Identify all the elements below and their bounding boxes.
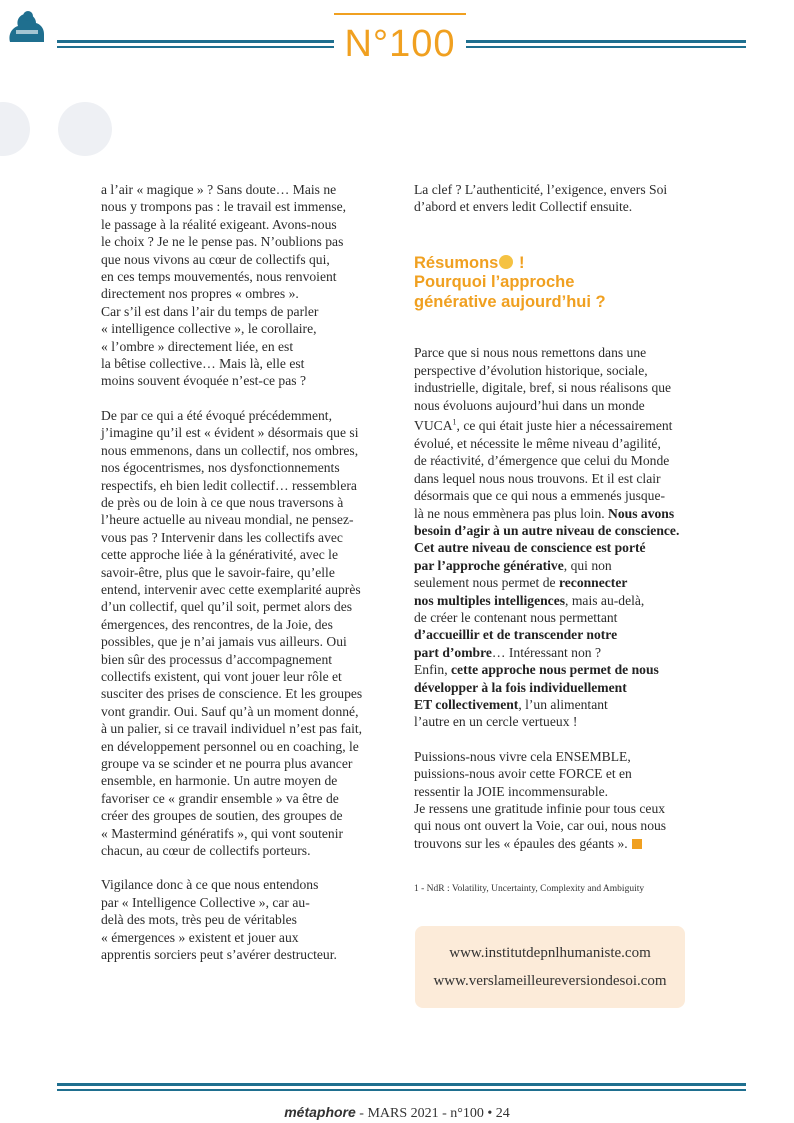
issue-number: N°100 xyxy=(334,13,466,71)
heading-text: générative aujourd’hui ? xyxy=(414,292,606,311)
text-line: le choix ? Je ne le pense pas. N’oublions pas xyxy=(101,234,344,250)
text-line: « émergences » existent et jouer aux xyxy=(101,929,299,945)
text-line: vous pas ? Intervenir dans les collectifs avec xyxy=(101,529,343,545)
text-line: Car s’il est dans l’air du temps de parler xyxy=(101,303,319,319)
text-line: groupe va se scinder et ne pourra plus avancer xyxy=(101,756,353,771)
website-link[interactable]: www.verslameilleureversiondesoi.com xyxy=(433,973,667,989)
text-line: d’un collectif, quel qu’il soit, permet alors des xyxy=(101,599,353,615)
text-line: collectifs existent, qui vont jouer leur rôle et xyxy=(101,668,342,684)
text-line: j’imagine qu’il est « évident » désormais que si xyxy=(101,425,359,441)
text-line: entend, intervenir avec cette exemplarité auprès xyxy=(101,581,361,597)
text-line: qui nous ont ouvert la Voie, car oui, nous nous xyxy=(414,818,667,834)
magazine-logo-icon xyxy=(6,8,48,44)
smiley-icon xyxy=(499,255,513,269)
text-line: à un palier, si ce travail individuel n’est pas fait, xyxy=(101,721,363,737)
heading-text: Résumons xyxy=(414,253,499,272)
text-line: favoriser ce « grandir ensemble » va être de xyxy=(101,790,339,806)
text-line: apprentis sorciers peut s’avérer destructeur. xyxy=(101,947,337,963)
text-line: la bêtise collective… Mais là, elle est xyxy=(101,356,305,372)
text-line: en ces temps mouvementés, nous renvoient xyxy=(101,269,337,285)
text-line: possibles, que je n’ai jamais vus ailleurs. Oui xyxy=(101,634,347,650)
footer-text: - MARS 2021 - n°100 • 24 xyxy=(355,1106,510,1121)
text-line: en développement personnel ou en coaching, le xyxy=(101,738,359,754)
header-rule-right xyxy=(466,40,746,43)
right-column xyxy=(414,181,714,852)
text-line: créer des groupes de soutien, des groupes de xyxy=(101,808,343,824)
footer-brand: métaphore xyxy=(284,1104,356,1120)
section-heading xyxy=(414,254,714,313)
text-line: l’heure actuelle au niveau mondial, ne pensez- xyxy=(101,512,354,528)
paragraph xyxy=(101,876,401,963)
page-footer xyxy=(0,1104,794,1122)
text-line: nous évoluons aujourd’hui dans un monde xyxy=(414,397,645,413)
decor-circle xyxy=(0,102,30,156)
text-line: de réactivité, d’émergence que celui du Monde xyxy=(414,453,670,469)
text-line: Parce que si nous nous remettons dans une xyxy=(414,345,647,361)
text-line: moins souvent évoquée n’est-ce pas ? xyxy=(101,373,306,389)
text-line: chacun, au cœur de collectifs porteurs. xyxy=(101,843,311,859)
text-line: bien sûr des processus d’accompagnement xyxy=(101,651,333,667)
text-line: Je ressens une gratitude infinie pour tous ceux xyxy=(414,801,666,816)
text-line: directement nos propres « ombres ». xyxy=(101,286,299,302)
text-line: ensemble, en harmonie. Un autre moyen de xyxy=(101,773,338,789)
end-mark-icon xyxy=(632,839,642,849)
text-line: que nous vivons au cœur de collectifs qui, xyxy=(101,251,330,267)
paragraph: Parce que si nous nous remettons dans une perspective d’évolution historique, sociale, industrielle, digitale, bref, si nous réalisons que nous évoluons aujourd’hui dans un monde VUCA$^1$, ce qui était juste hier a nécessairement évolué, et nécessite le même niveau d’agilité, de réactivité, d’émergence que celui du Monde dans lequel nous nous trouvons. Et il est clair désormais que ce qui nous a emmenés jusque- là ne nous emmènera pas plus loin. Nous avons besoin d’agir à un autre niveau de conscience. Cet autre niveau de conscience est porté par l’approche générative, qui non seulement nous permet de reconnecter nos multiples intelligences, mais au-delà, de créer le contenant nous permettant d’accueillir et de transcender notre part d’ombre… Intéressant non ? Enfin, cette approche nous permet de nous développer à la fois individuellement ET collectivement, l’un alimentant l’autre en un cercle vertueux ! xyxy=(414,345,680,730)
left-column xyxy=(101,181,401,963)
text-line: nous y trompons pas : le travail est immense, xyxy=(101,199,347,215)
heading-text: ! xyxy=(514,253,525,272)
website-link[interactable]: www.institutdepnlhumaniste.com xyxy=(449,945,651,961)
text-line: puissions-nous avoir cette FORCE et en xyxy=(414,766,632,782)
footer-rule xyxy=(57,1083,746,1086)
text-line: le passage à la réalité exigeant. Avons-nous xyxy=(101,216,337,232)
text-line: ressentir la JOIE incommensurable. xyxy=(414,783,609,799)
decor-circle xyxy=(58,102,112,156)
text-line: Puissions-nous vivre cela ENSEMBLE, xyxy=(414,748,631,764)
text-line: trouvons sur les « épaules des géants ». xyxy=(414,835,628,851)
text-line: vont grandir. Oui. Sauf qu’à un moment donné, xyxy=(101,703,359,719)
text-line: a l’air « magique » ? Sans doute… Mais ne xyxy=(101,182,337,197)
text-line: désormais que ce qui nous a emmenés jusque- xyxy=(414,488,666,504)
text-line: savoir-être, plus que le savoir-faire, qu’elle xyxy=(101,564,335,580)
text-line: susciter des prises de conscience. Et les groupes xyxy=(101,686,363,702)
text-line: cette approche liée à la générativité, avec le xyxy=(101,547,338,563)
text-line: perspective d’évolution historique, sociale, xyxy=(414,362,648,378)
text-line: « Mastermind génératifs », qui vont soutenir xyxy=(101,825,343,841)
text-line: dans lequel nous nous trouvons. Et il est clair xyxy=(414,470,661,486)
footer-rule-thin xyxy=(57,1089,746,1091)
paragraph xyxy=(414,181,714,216)
text-line: émergences, des rencontres, de la Joie, des xyxy=(101,616,333,632)
text-line: delà des mots, très peu de véritables xyxy=(101,912,297,928)
text-line: VUCA$^1$, ce qui était juste hier a nécessairement xyxy=(414,417,673,434)
text-line: évolué, et nécessite le même niveau d’agilité, xyxy=(414,435,661,451)
paragraph xyxy=(101,181,401,390)
header-rule-left-thin xyxy=(57,46,334,48)
text-line: « l’ombre » directement liée, en est xyxy=(101,338,294,354)
text-line: par « Intelligence Collective », car au- xyxy=(101,894,310,910)
paragraph xyxy=(414,748,714,852)
text-line: nos égocentrismes, nos dysfonctionnements xyxy=(101,460,340,476)
text-line: Vigilance donc à ce que nous entendons xyxy=(101,877,319,893)
text-line: nous emmenons, dans un collectif, nos ombres, xyxy=(101,442,359,458)
text-line: d’abord et envers ledit Collectif ensuite. xyxy=(414,199,633,215)
heading-text: Pourquoi l’approche xyxy=(414,273,575,292)
url-box xyxy=(415,926,685,1008)
text-line: de près ou de loin à ce que nous traversons à xyxy=(101,494,344,510)
text-line: De par ce qui a été évoqué précédemment, xyxy=(101,407,332,423)
header-rule-right-thin xyxy=(466,46,746,48)
paragraph xyxy=(101,407,401,860)
header-rule-left xyxy=(57,40,334,43)
text-line: respectifs, eh bien ledit collectif… ressemblera xyxy=(101,477,357,493)
text-line: La clef ? L’authenticité, l’exigence, envers Soi xyxy=(414,182,668,197)
footnote: 1 - NdR : Volatility, Uncertainty, Complexity and Ambiguity xyxy=(414,884,645,894)
footnote-mark: 1 xyxy=(452,417,457,427)
text-line: « intelligence collective », le corollaire, xyxy=(101,321,317,337)
text-line: industrielle, digitale, bref, si nous réalisons que xyxy=(414,380,672,396)
